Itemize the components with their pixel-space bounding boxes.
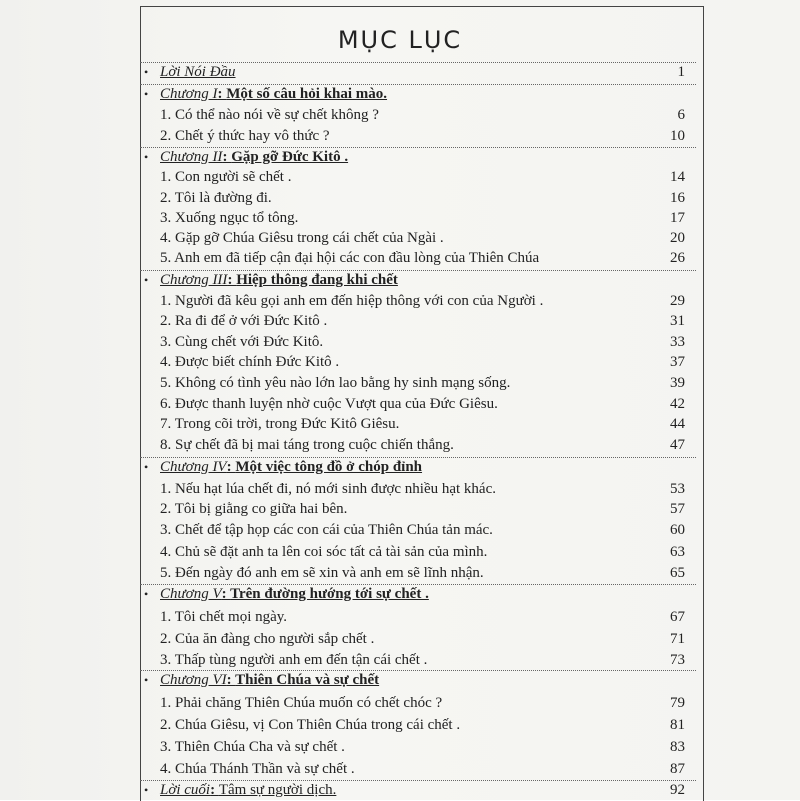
toc-item-label: 3. Thiên Chúa Cha và sự chết .	[160, 739, 345, 755]
page-number: 53	[670, 481, 685, 497]
page-number: 47	[670, 437, 685, 453]
page-number: 16	[670, 190, 685, 206]
page-number: 92	[670, 782, 685, 798]
toc-entry-label	[160, 84, 387, 104]
toc-item-row	[146, 208, 691, 228]
page-number: 57	[670, 501, 685, 517]
page-number: 87	[670, 761, 685, 777]
toc-item-row	[146, 715, 691, 735]
toc-item-row	[146, 435, 691, 455]
toc-chapter-number: Lời Nói Đầu	[160, 64, 236, 80]
toc-item-row	[146, 542, 691, 562]
toc-chapter-row	[146, 84, 691, 104]
toc-item-label: 1. Nếu hạt lúa chết đi, nó mới sinh được nhiều hạt khác.	[160, 481, 496, 497]
toc-item-label: 3. Chết để tập họp các con cái của Thiên Chúa tản mác.	[160, 522, 493, 538]
toc-item-label: 5. Đến ngày đó anh em sẽ xin và anh em sẽ lĩnh nhận.	[160, 565, 484, 581]
toc-item-label: 5. Anh em đã tiếp cận đại hội các con đầu lòng của Thiên Chúa	[160, 250, 540, 266]
colon-separator: :	[210, 782, 219, 798]
page-number: 60	[670, 522, 685, 538]
toc-chapter-number: Lời cuối	[160, 782, 211, 798]
colon-separator: :	[227, 272, 237, 288]
toc-chapter-number: Chương IV	[160, 459, 227, 475]
toc-section-row	[146, 62, 691, 82]
toc-chapter-title: Thiên Chúa và sự chết	[235, 672, 380, 688]
toc-entry-label	[160, 62, 236, 82]
bullet-icon: •	[144, 673, 149, 687]
toc-chapter-row	[146, 457, 691, 477]
toc-item-label: 2. Chết ý thức hay vô thức ?	[160, 128, 330, 144]
toc-chapter-number: Chương V	[160, 586, 222, 602]
colon-separator: :	[226, 672, 236, 688]
toc-item-label: 3. Cùng chết với Đức Kitô.	[160, 334, 324, 350]
toc-item-label: 4. Được biết chính Đức Kitô .	[160, 354, 340, 370]
bullet-icon: •	[144, 587, 149, 601]
toc-item-label: 2. Ra đi để ở với Đức Kitô .	[160, 313, 328, 329]
colon-separator: :	[226, 459, 236, 475]
page-number: 79	[670, 695, 685, 711]
colon-separator: :	[221, 586, 231, 602]
toc-item-row	[146, 311, 691, 331]
toc-section-row	[146, 780, 691, 800]
page-number: 17	[670, 210, 685, 226]
page-number: 71	[670, 631, 685, 647]
toc-item-row	[146, 650, 691, 670]
toc-chapter-number: Chương VI	[160, 672, 227, 688]
toc-item-label: 2. Của ăn đàng cho người sắp chết .	[160, 631, 375, 647]
toc-item-label: 3. Xuống ngục tổ tông.	[160, 210, 299, 226]
page-number: 6	[677, 107, 685, 123]
toc-item-row	[146, 332, 691, 352]
toc-chapter-title: Tâm sự người dịch.	[218, 782, 337, 798]
toc-item-row	[146, 693, 691, 713]
toc-item-label: 1. Con người sẽ chết .	[160, 169, 292, 185]
toc-item-row	[146, 228, 691, 248]
toc-item-row	[146, 563, 691, 583]
toc-item-row	[146, 759, 691, 779]
toc-item-row	[146, 188, 691, 208]
toc-item-row	[146, 352, 691, 372]
toc-entry-label	[160, 147, 348, 167]
toc-item-label: 6. Được thanh luyện nhờ cuộc Vượt qua của Đức Giêsu.	[160, 396, 498, 412]
toc-entry-label	[160, 584, 429, 604]
toc-chapter-title: Một số câu hỏi khai mào.	[226, 86, 388, 102]
page-number: 31	[670, 313, 685, 329]
page-number: 67	[670, 609, 685, 625]
toc-item-label: 5. Không có tình yêu nào lớn lao bằng hy sinh mạng sống.	[160, 375, 511, 391]
colon-separator: :	[222, 149, 232, 165]
toc-item-label: 1. Tôi chết mọi ngày.	[160, 609, 288, 625]
bullet-icon: •	[144, 87, 149, 101]
toc-chapter-number: Chương I	[160, 86, 218, 102]
toc-chapter-number: Chương III	[160, 272, 228, 288]
toc-chapter-row	[146, 270, 691, 290]
toc-item-label: 2. Chúa Giêsu, vị Con Thiên Chúa trong cái chết .	[160, 717, 461, 733]
page-number: 81	[670, 717, 685, 733]
page-number: 20	[670, 230, 685, 246]
toc-item-row	[146, 737, 691, 757]
page-number: 10	[670, 128, 685, 144]
toc-item-label: 4. Chủ sẽ đặt anh ta lên coi sóc tất cả tài sản của mình.	[160, 544, 488, 560]
toc-chapter-title: Trên đường hướng tới sự chết .	[230, 586, 429, 602]
toc-item-row	[146, 167, 691, 187]
toc-item-row	[146, 126, 691, 146]
page-number: 14	[670, 169, 685, 185]
toc-entry-label	[160, 670, 379, 690]
toc-item-label: 1. Phải chăng Thiên Chúa muốn có chết chóc ?	[160, 695, 443, 711]
toc-chapter-row	[146, 670, 691, 690]
toc-item-label: 1. Có thể nào nói về sự chết không ?	[160, 107, 379, 123]
toc-item-label: 7. Trong cõi trời, trong Đức Kitô Giêsu.	[160, 416, 400, 432]
toc-item-label: 3. Thấp tùng người anh em đến tận cái chết .	[160, 652, 428, 668]
toc-item-row	[146, 629, 691, 649]
toc-item-row	[146, 479, 691, 499]
toc-chapter-row	[146, 584, 691, 604]
toc-item-row	[146, 499, 691, 519]
toc-item-row	[146, 607, 691, 627]
page-number: 33	[670, 334, 685, 350]
toc-chapter-row	[146, 147, 691, 167]
toc-entry-label	[160, 270, 398, 290]
toc-chapter-number: Chương II	[160, 149, 223, 165]
bullet-icon: •	[144, 150, 149, 164]
colon-separator: :	[217, 86, 227, 102]
toc-item-label: 4. Gặp gỡ Chúa Giêsu trong cái chết của Ngài .	[160, 230, 444, 246]
page-number: 29	[670, 293, 685, 309]
toc-item-label: 2. Tôi bị giằng co giữa hai bên.	[160, 501, 348, 517]
toc-item-label: 1. Người đã kêu gọi anh em đến hiệp thông với con của Người .	[160, 293, 544, 309]
toc-chapter-title: Hiệp thông đang khi chết	[236, 272, 398, 288]
toc-item-row	[146, 373, 691, 393]
page-number: 83	[670, 739, 685, 755]
toc-item-label: 2. Tôi là đường đi.	[160, 190, 272, 206]
toc-chapter-title: Một việc tông đồ ở chóp đỉnh	[235, 459, 423, 475]
toc-entry-label	[160, 780, 336, 800]
page-number: 73	[670, 652, 685, 668]
page-number: 44	[670, 416, 685, 432]
toc-chapter-title: Gặp gỡ Đức Kitô .	[231, 149, 349, 165]
bullet-icon: •	[144, 783, 149, 797]
page-number: 63	[670, 544, 685, 560]
toc-item-row	[146, 291, 691, 311]
page-title: MỤC LỤC	[337, 26, 463, 54]
page-number: 42	[670, 396, 685, 412]
page-number: 39	[670, 375, 685, 391]
page-number: 65	[670, 565, 685, 581]
page-number: 37	[670, 354, 685, 370]
toc-item-row	[146, 248, 691, 268]
toc-item-label: 8. Sự chết đã bị mai táng trong cuộc chiến thắng.	[160, 437, 454, 453]
toc-item-row	[146, 394, 691, 414]
bullet-icon: •	[144, 65, 149, 79]
page-number: 1	[677, 64, 685, 80]
bullet-icon: •	[144, 273, 149, 287]
toc-item-row	[146, 414, 691, 434]
bullet-icon: •	[144, 460, 149, 474]
toc-entry-label	[160, 457, 422, 477]
toc-item-row	[146, 105, 691, 125]
page-number: 26	[670, 250, 685, 266]
toc-item-row	[146, 520, 691, 540]
toc-item-label: 4. Chúa Thánh Thần và sự chết .	[160, 761, 355, 777]
